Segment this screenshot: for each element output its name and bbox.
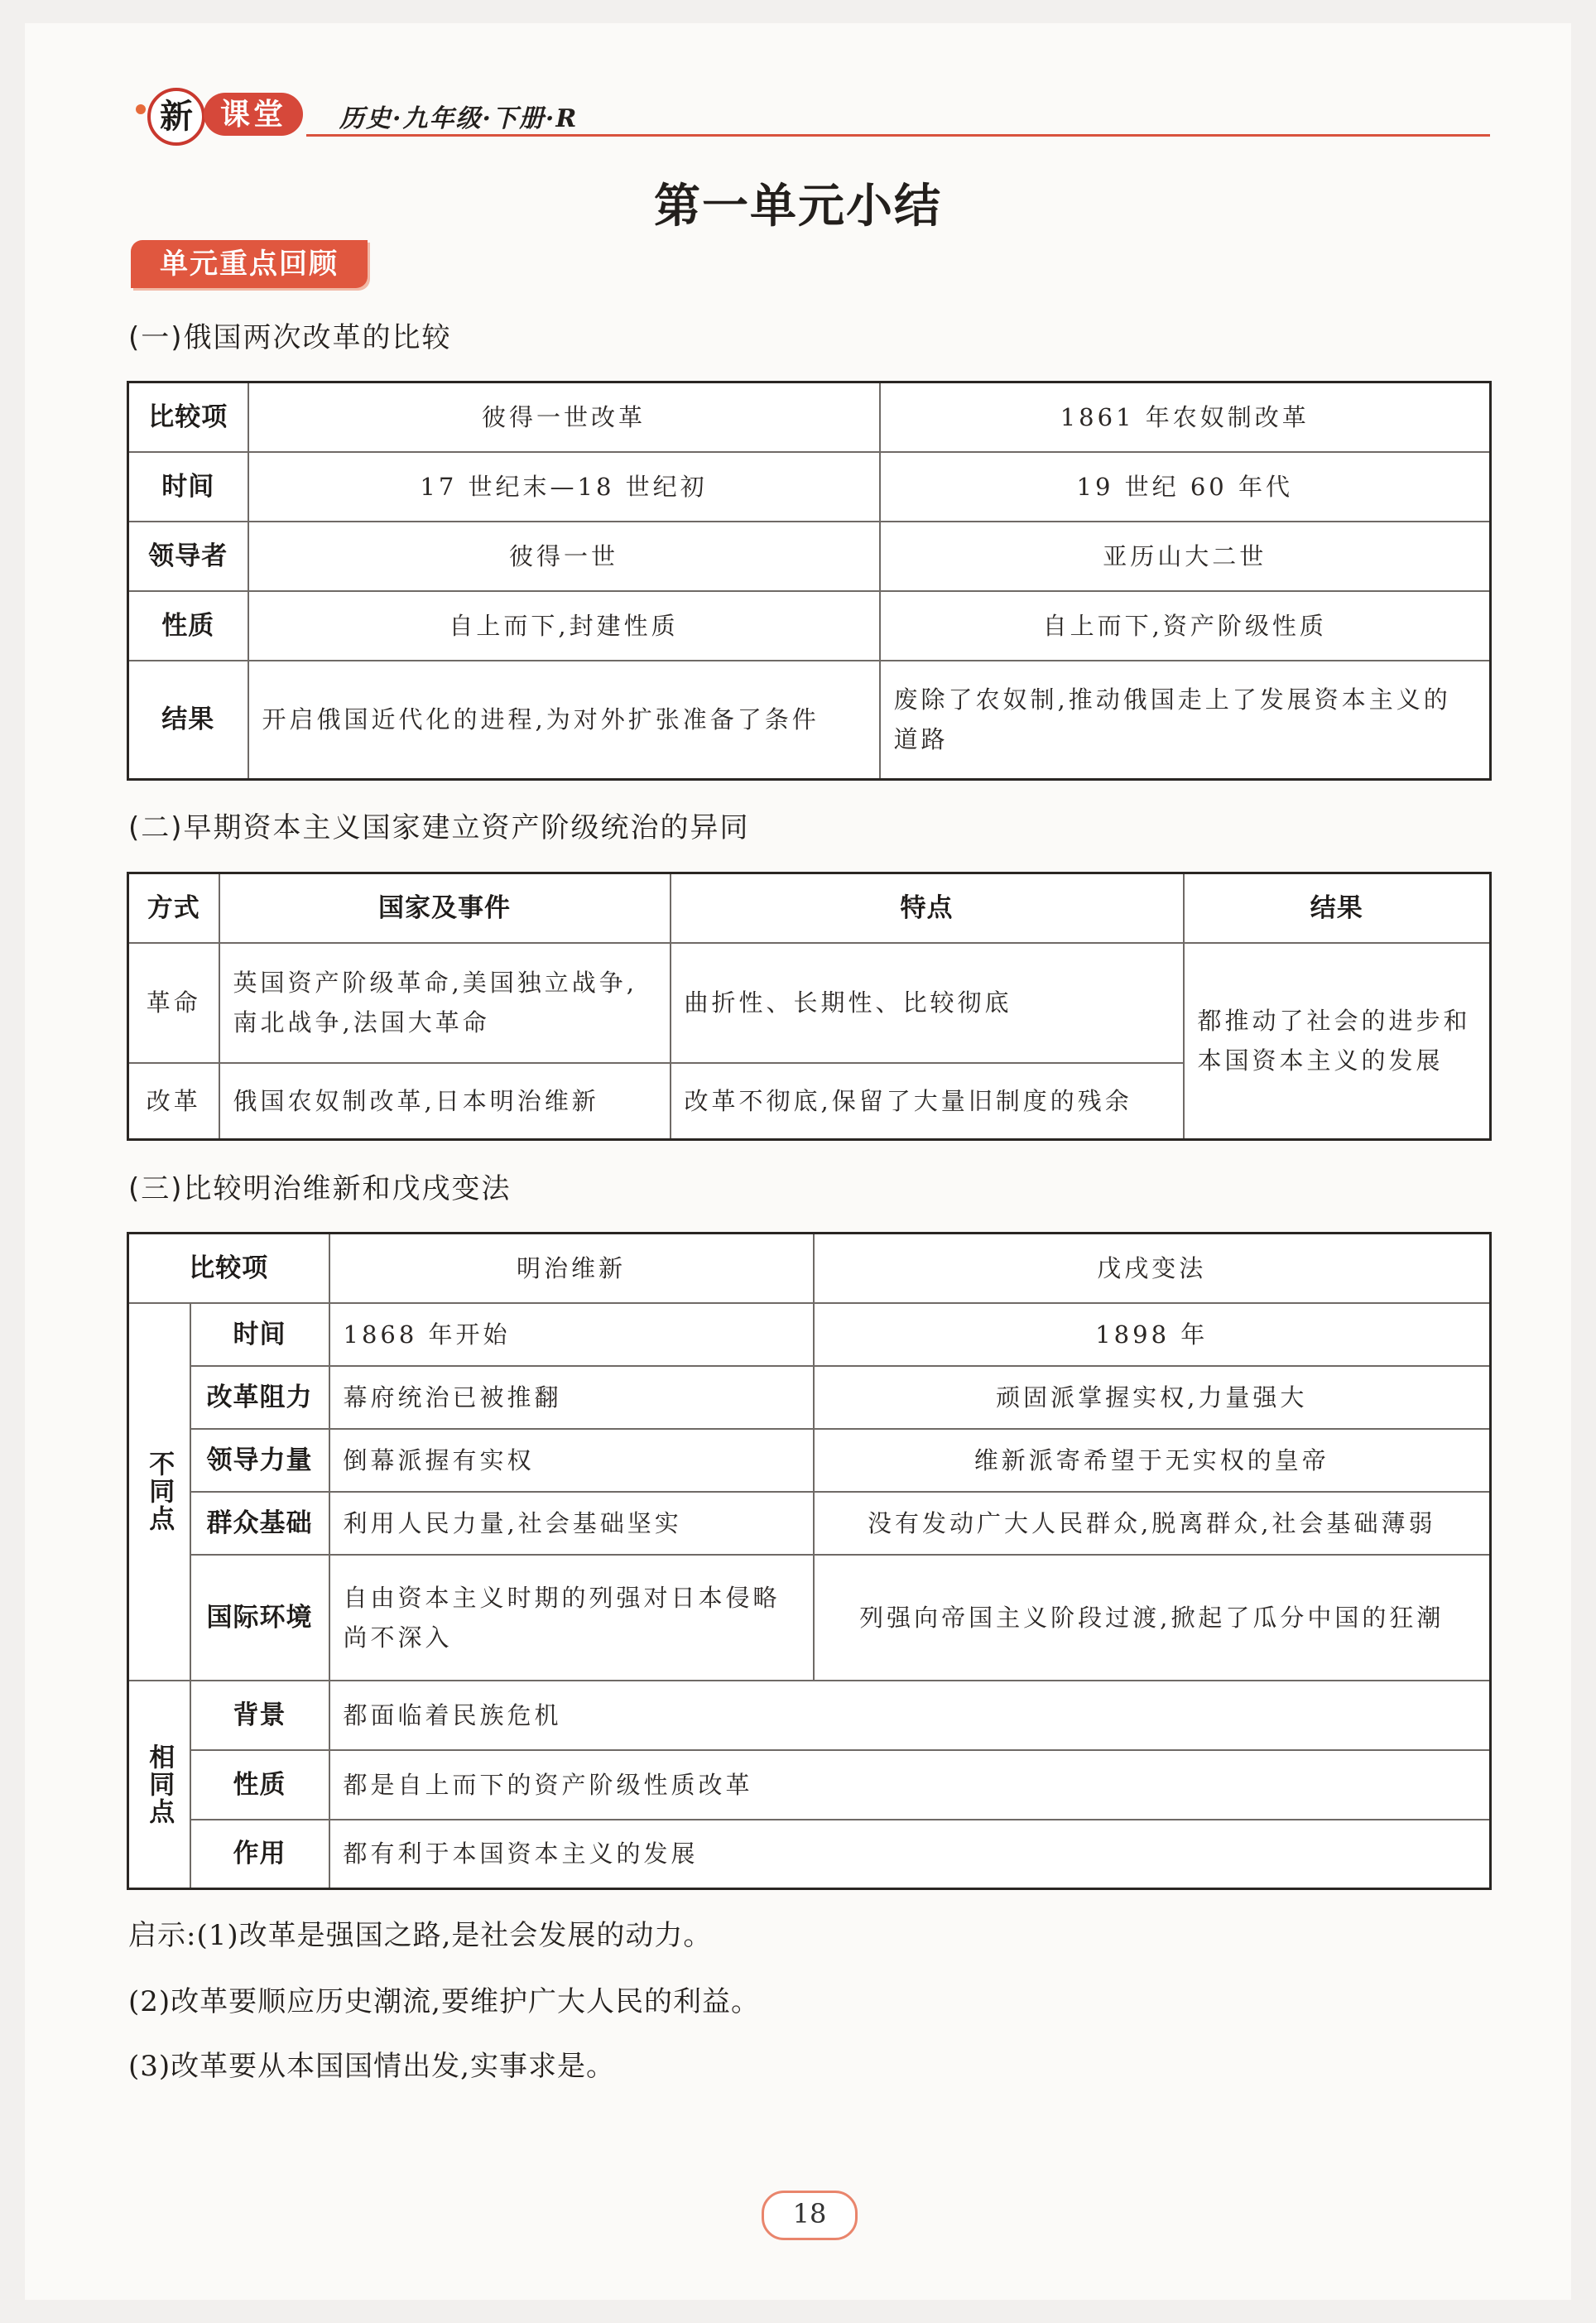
table-cell: 都面临着民族危机: [329, 1681, 1491, 1750]
table-row: [128, 1820, 1491, 1889]
table-cell: 自上而下,封建性质: [248, 591, 880, 661]
header-cell: 戊戌变法: [814, 1234, 1491, 1303]
row-label: 性质: [128, 591, 248, 661]
table-cell: 改革不彻底,保留了大量旧制度的残余: [671, 1063, 1184, 1140]
insight-2: (2)改革要顺应历史潮流,要维护广大人民的利益。: [128, 1985, 760, 2018]
table-row: [128, 1366, 1491, 1429]
table-cell: 19 世纪 60 年代: [880, 452, 1491, 522]
table-cell: 都是自上而下的资产阶级性质改革: [329, 1750, 1491, 1820]
table-row: [128, 661, 1491, 780]
row-label: 国际环境: [190, 1555, 329, 1681]
same-label: 相同点: [128, 1681, 190, 1889]
table-cell: 都有利于本国资本主义的发展: [329, 1820, 1491, 1889]
row-label: 群众基础: [190, 1492, 329, 1555]
row-label: 改革: [128, 1063, 219, 1140]
table-cell: 倒幕派握有实权: [329, 1429, 814, 1492]
section-badge: 单元重点回顾: [131, 240, 368, 288]
row-label: 领导者: [128, 522, 248, 591]
table-row: [128, 522, 1491, 591]
table-cell: 彼得一世: [248, 522, 880, 591]
table-header-row: [128, 873, 1491, 943]
meiji-wuxu-table: [127, 1232, 1492, 1890]
table-cell: 英国资产阶级革命,美国独立战争,南北战争,法国大革命: [219, 943, 671, 1063]
bourgeois-rule-table: [127, 872, 1492, 1141]
table-cell: 没有发动广大人民群众,脱离群众,社会基础薄弱: [814, 1492, 1491, 1555]
result-cell: 都推动了社会的进步和本国资本主义的发展: [1184, 943, 1491, 1140]
part2-heading: (二)早期资本主义国家建立资产阶级统治的异同: [128, 811, 750, 844]
table-header-row: [128, 382, 1491, 452]
row-label: 改革阻力: [190, 1366, 329, 1429]
table-cell: 1898 年: [814, 1303, 1491, 1366]
table-cell: 自上而下,资产阶级性质: [880, 591, 1491, 661]
row-label: 革命: [128, 943, 219, 1063]
table-cell: 维新派寄希望于无实权的皇帝: [814, 1429, 1491, 1492]
table-cell: 17 世纪末—18 世纪初: [248, 452, 880, 522]
diff-label: 不同点: [128, 1303, 190, 1681]
insight-1: 启示:(1)改革是强国之路,是社会发展的动力。: [128, 1919, 713, 1952]
table-cell: 自由资本主义时期的列强对日本侵略尚不深入: [329, 1555, 814, 1681]
subject-label: 历史·九年级·下册·R: [339, 104, 579, 133]
table-cell: 开启俄国近代化的进程,为对外扩张准备了条件: [248, 661, 880, 780]
header-cell: 结果: [1184, 873, 1491, 943]
page-title: 第一单元小结: [654, 179, 942, 233]
table-row: [128, 452, 1491, 522]
table-cell: 俄国农奴制改革,日本明治维新: [219, 1063, 671, 1140]
header-cell: 比较项: [128, 382, 248, 452]
part3-heading: (三)比较明治维新和戊戌变法: [128, 1172, 512, 1205]
table-row: [128, 1555, 1491, 1681]
row-label: 背景: [190, 1681, 329, 1750]
header-cell: 国家及事件: [219, 873, 671, 943]
table-row: [128, 1750, 1491, 1820]
row-label: 时间: [128, 452, 248, 522]
table-cell: 1868 年开始: [329, 1303, 814, 1366]
table-cell: 曲折性、长期性、比较彻底: [671, 943, 1184, 1063]
page-number: 18: [762, 2191, 858, 2240]
table-cell: 列强向帝国主义阶段过渡,掀起了瓜分中国的狂潮: [814, 1555, 1491, 1681]
header-cell: 彼得一世改革: [248, 382, 880, 452]
row-label: 时间: [190, 1303, 329, 1366]
table-row: [128, 1492, 1491, 1555]
row-label: 作用: [190, 1820, 329, 1889]
table-row: [128, 1303, 1491, 1366]
table-row: [128, 1429, 1491, 1492]
table-cell: 亚历山大二世: [880, 522, 1491, 591]
russia-reform-table: [127, 381, 1492, 781]
table-row: [128, 591, 1491, 661]
table-row: [128, 943, 1491, 1063]
brand-ketang: 课堂: [204, 93, 303, 136]
table-cell: 顽固派掌握实权,力量强大: [814, 1366, 1491, 1429]
header-cell: 明治维新: [329, 1234, 814, 1303]
header-cell: 1861 年农奴制改革: [880, 382, 1491, 452]
row-label: 领导力量: [190, 1429, 329, 1492]
header-cell: 方式: [128, 873, 219, 943]
table-row: [128, 1681, 1491, 1750]
table-cell: 废除了农奴制,推动俄国走上了发展资本主义的道路: [880, 661, 1491, 780]
insight-3: (3)改革要从本国国情出发,实事求是。: [128, 2050, 615, 2083]
header-divider: [306, 134, 1490, 137]
header-cell: 比较项: [128, 1234, 329, 1303]
header-cell: 特点: [671, 873, 1184, 943]
row-label: 性质: [190, 1750, 329, 1820]
page-sheet: [25, 23, 1571, 2300]
brand-xin: 新: [147, 88, 205, 146]
row-label: 结果: [128, 661, 248, 780]
part1-heading: (一)俄国两次改革的比较: [128, 321, 452, 354]
table-header-row: [128, 1234, 1491, 1303]
table-cell: 幕府统治已被推翻: [329, 1366, 814, 1429]
table-cell: 利用人民力量,社会基础坚实: [329, 1492, 814, 1555]
